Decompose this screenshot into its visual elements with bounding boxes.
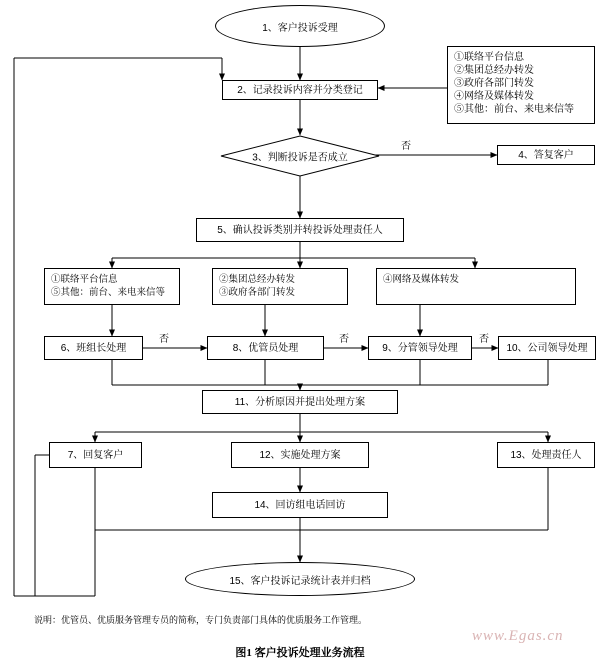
node-confirm-category-label: 5、确认投诉类别并转投诉处理责任人: [217, 224, 383, 236]
side-note-line-1: ①联络平台信息: [454, 52, 524, 63]
node-confirm-category[interactable]: [196, 218, 404, 242]
lane-media-line-1: ④网络及媒体转发: [383, 274, 460, 285]
edge-label-no-6-8-text: 否: [159, 334, 169, 345]
node-record-complaint[interactable]: [222, 80, 378, 100]
node-analysis-label: 11、分析原因并提出处理方案: [234, 396, 366, 408]
lane-group-gov-line-1: ②集团总经办转发: [219, 274, 296, 285]
side-note-line-4: ④网络及媒体转发: [454, 91, 534, 102]
edge-label-decision-no-text: 否: [401, 141, 411, 152]
edge-label-no-8-9-text: 否: [339, 334, 349, 345]
side-note-line-5: ⑤其他：前台、来电来信等: [454, 104, 574, 115]
lane-group-gov[interactable]: [212, 268, 348, 305]
node-team-leader-label: 6、班组长处理: [60, 342, 127, 354]
node-youguanyuan[interactable]: [207, 336, 324, 360]
side-note-line-2: ②集团总经办转发: [454, 65, 534, 76]
node-responsible-person[interactable]: [497, 442, 595, 468]
lane-group-gov-line-2: ③政府各部门转发: [219, 287, 296, 298]
node-branch-leader-label: 9、分管领导处理: [382, 342, 458, 354]
edge-label-no-9-10-text: 否: [479, 334, 489, 345]
node-decision-valid-label: 3、判断投诉是否成立: [252, 152, 348, 164]
edge-label-decision-no: [400, 141, 412, 152]
side-note-line-3: ③政府各部门转发: [454, 78, 534, 89]
watermark: [472, 628, 564, 645]
figure-note-text: 说明：优管员、优质服务管理专员的简称，专门负责部门具体的优质服务工作管理。: [34, 615, 368, 625]
watermark-text: www.Egas.cn: [472, 628, 564, 644]
lane-platform-info-line-2: ⑤其他：前台、来电来信等: [51, 287, 166, 298]
figure-caption-text: 图1 客户投诉处理业务流程: [235, 647, 365, 659]
node-callback[interactable]: [212, 492, 388, 518]
node-team-leader[interactable]: [44, 336, 143, 360]
edge-label-no-8-9: [338, 334, 350, 345]
node-decision-valid[interactable]: [220, 135, 380, 177]
node-reply-customer-7-label: 7、回复客户: [67, 449, 124, 461]
node-analysis[interactable]: [202, 390, 398, 414]
node-reply-customer-4-label: 4、答复客户: [518, 149, 574, 161]
edge-label-no-9-10: [478, 334, 490, 345]
node-company-leader[interactable]: [498, 336, 596, 360]
figure-caption: [0, 644, 600, 660]
lane-platform-info-line-1: ①联络平台信息: [51, 274, 118, 285]
node-reply-customer-7[interactable]: [49, 442, 142, 468]
node-start-label: 1、客户投诉受理: [262, 22, 338, 34]
node-callback-label: 14、回访组电话回访: [254, 499, 346, 511]
node-end-archive[interactable]: [185, 562, 415, 596]
node-implement-plan[interactable]: [231, 442, 369, 468]
node-youguanyuan-label: 8、优管员处理: [232, 342, 299, 354]
edge-label-no-6-8: [158, 334, 170, 345]
node-implement-plan-label: 12、实施处理方案: [259, 449, 341, 461]
node-branch-leader[interactable]: [368, 336, 472, 360]
node-company-leader-label: 10、公司领导处理: [506, 342, 588, 354]
lane-media[interactable]: [376, 268, 576, 305]
figure-note: [34, 614, 564, 626]
node-record-complaint-label: 2、记录投诉内容并分类登记: [237, 84, 363, 96]
node-end-archive-label: 15、客户投诉记录统计表并归档: [229, 575, 371, 587]
side-note-box: [447, 46, 595, 124]
node-responsible-person-label: 13、处理责任人: [510, 449, 582, 461]
lane-platform-info[interactable]: [44, 268, 180, 305]
node-start[interactable]: [215, 5, 385, 47]
node-reply-customer-4[interactable]: [497, 145, 595, 165]
